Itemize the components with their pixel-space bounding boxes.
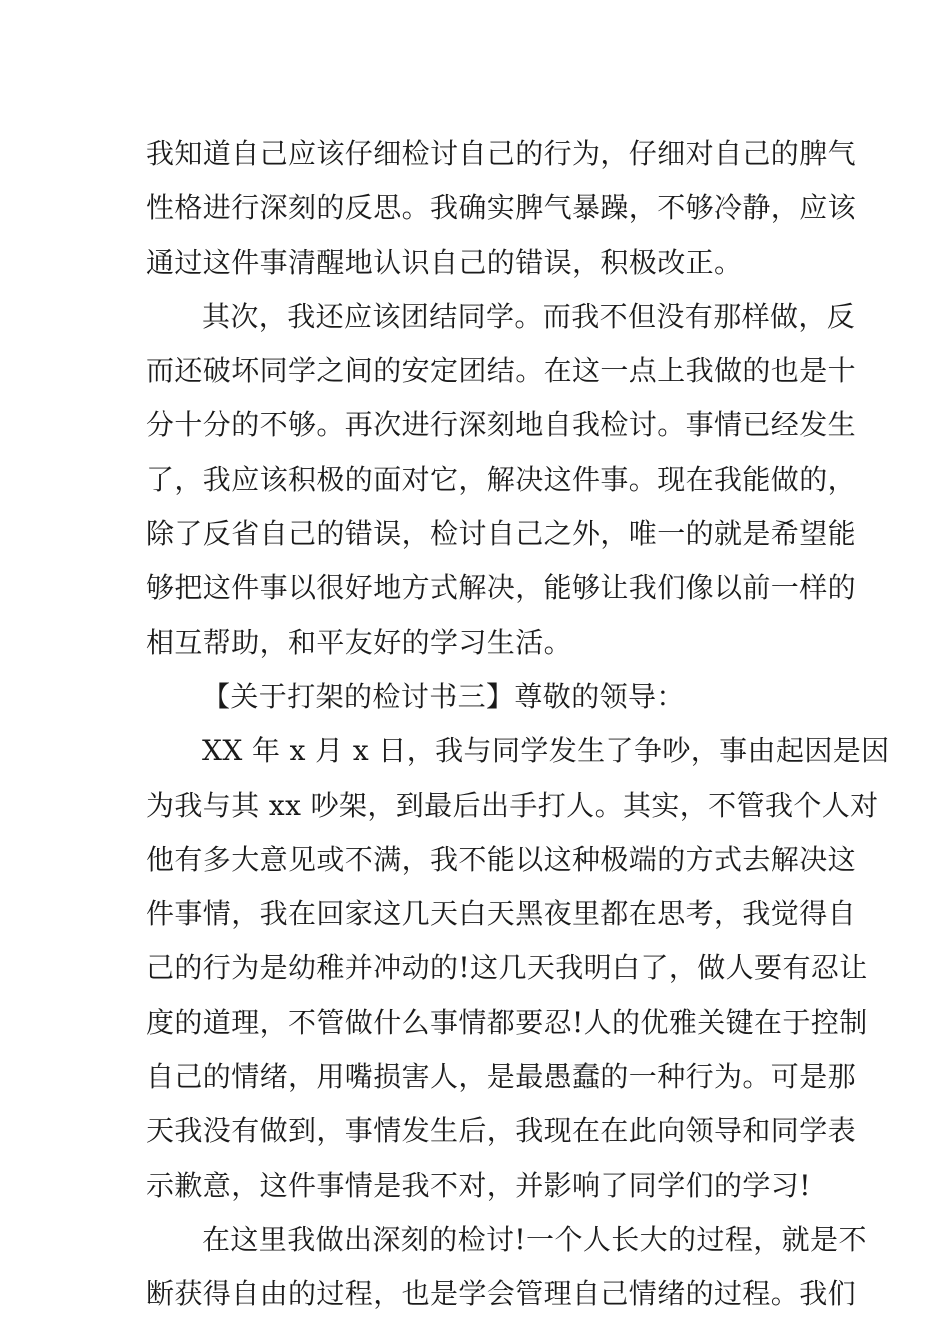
text-line: 我知道自己应该仔细检讨自己的行为，仔细对自己的脾气 [146,137,857,170]
text-line: 断获得自由的过程，也是学会管理自己情绪的过程。我们 [146,1277,857,1311]
text-line: 天我没有做到，事情发生后，我现在在此向领导和同学表 [146,1114,857,1148]
text-line: 为我与其 xx 吵架，到最后出手打人。其实，不管我个人对 [146,788,879,822]
text-line: 示歉意，这件事情是我不对，并影响了同学们的学习! [146,1168,811,1202]
text-line: 通过这件事清醒地认识自己的错误，积极改正。 [146,245,743,279]
text-line: 自己的情绪，用嘴损害人，是最愚蠢的一种行为。可是那 [146,1060,857,1094]
text-line: 了，我应该积极的面对它，解决这件事。现在我能做的， [146,462,857,496]
text-line: 在这里我做出深刻的检讨!一个人长大的过程，就是不 [202,1222,867,1256]
text-line: XX 年 x 月 x 日，我与同学发生了争吵，事由起因是因 [202,734,890,768]
text-line: 他有多大意见或不满，我不能以这种极端的方式去解决这 [146,842,857,876]
text-line: 度的道理，不管做什么事情都要忍!人的优雅关键在于控制 [146,1005,868,1039]
text-line: 【关于打架的检讨书三】尊敬的领导： [202,679,685,713]
text-line: 除了反省自己的错误，检讨自己之外，唯一的就是希望能 [146,517,857,551]
text-line: 件事情，我在回家这几天白天黑夜里都在思考，我觉得自 [146,897,857,931]
text-line: 而还破坏同学之间的安定团结。在这一点上我做的也是十 [146,354,857,388]
text-line: 性格进行深刻的反思。我确实脾气暴躁，不够冷静，应该 [146,191,857,225]
text-line: 够把这件事以很好地方式解决，能够让我们像以前一样的 [146,571,857,605]
text-line: 分十分的不够。再次进行深刻地自我检讨。事情已经发生 [146,408,857,442]
document-body [146,127,890,1322]
text-line: 己的行为是幼稚并冲动的!这几天我明白了，做人要有忍让 [146,951,868,985]
text-line: 其次，我还应该团结同学。而我不但没有那样做，反 [202,299,856,333]
text-line: 相互帮助，和平友好的学习生活。 [146,625,573,659]
